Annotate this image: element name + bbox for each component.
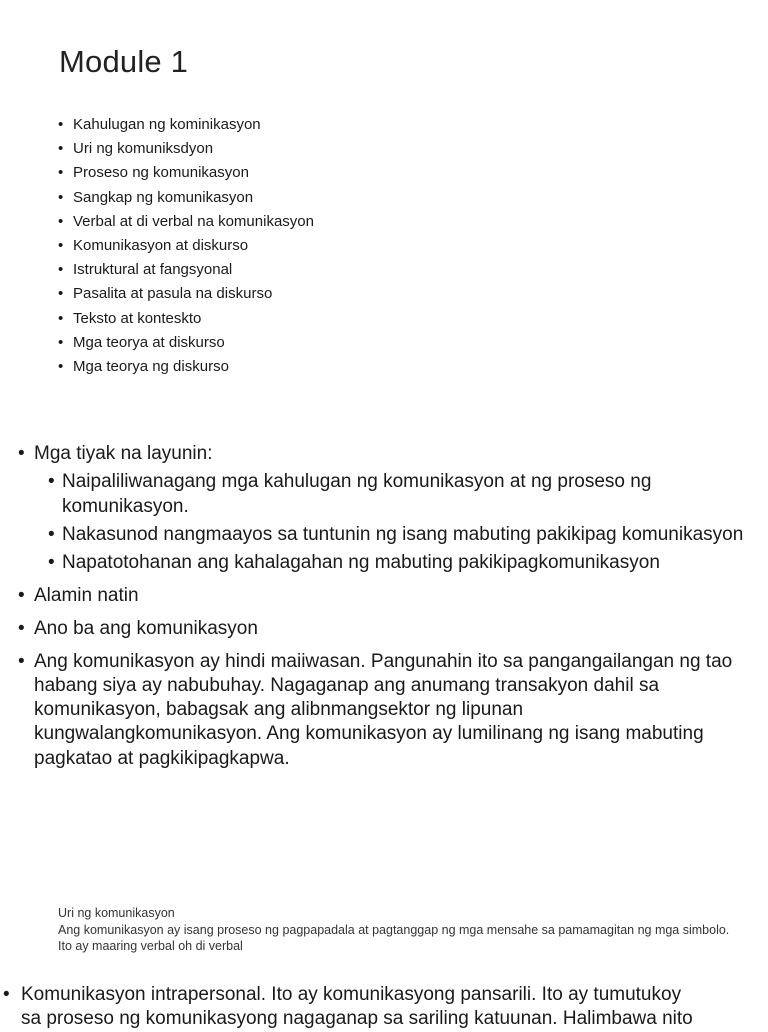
objective-item: • Nakasunod nangmaayos sa tuntunin ng isang mabuting pakikipag komunikasyon xyxy=(34,523,760,547)
objectives-section xyxy=(18,442,760,780)
topic-item: • Sangkap ng komunikasyon xyxy=(56,186,516,210)
question-heading: • Ano ba ang komunikasyon xyxy=(18,617,760,641)
bottom-section xyxy=(3,983,768,1032)
note-body: Ang komunikasyon ay isang proseso ng pagpapadala at pagtanggap ng mga mensahe sa pamamagitan ng mga simbolo. Ito ay maaring verbal oh di verbal xyxy=(58,922,730,953)
topic-item: • Istruktural at fangsyonal xyxy=(56,258,516,282)
topic-item: • Proseso ng komunikasyon xyxy=(56,161,516,185)
topic-item: • Mga teorya at diskurso xyxy=(56,331,516,355)
note-box xyxy=(58,905,738,955)
topic-item: • Pasalita at pasula na diskurso xyxy=(56,282,516,306)
topic-item: • Verbal at di verbal na komunikasyon xyxy=(56,210,516,234)
topic-item: • Uri ng komuniksdyon xyxy=(56,137,516,161)
topic-item: • Teksto at konteskto xyxy=(56,307,516,331)
topic-item: • Komunikasyon at diskurso xyxy=(56,234,516,258)
objectives-item xyxy=(18,442,760,575)
note-heading: Uri ng komunikasyon xyxy=(58,906,175,920)
objective-item: • Napatotohanan ang kahalagahan ng mabuting pakikipagkomunikasyon xyxy=(34,551,760,575)
objective-item: • Naipaliliwanagang mga kahulugan ng komunikasyon at ng proseso ng komunikasyon. xyxy=(34,470,760,519)
bottom-line-continued: sa proseso ng komunikasyong nagaganap sa sariling katuunan. Halimbawa nito xyxy=(21,1008,693,1030)
objectives-list xyxy=(34,470,760,575)
topic-item: • Kahulugan ng kominikasyon xyxy=(56,113,516,137)
bottom-line: • Komunikasyon intrapersonal. Ito ay komunikasyong pansarili. Ito ay tumutukoy xyxy=(3,983,768,1007)
topic-list xyxy=(56,113,516,379)
intro-paragraph: • Ang komunikasyon ay hindi maiiwasan. Pangunahin ito sa pangangailangan ng tao habang siya ay nabubuhay. Nagaganap ang anumang transakyon dahil sa komunikasyon, babagsak ang alibnmangsektor ng lipunan kungwalangkomunikasyon. Ang komunikasyon ay lumilinang ng isang mabuting pagkatao at pagkikipagkapwa. xyxy=(18,650,760,771)
topic-item: • Mga teorya ng diskurso xyxy=(56,355,516,379)
page-title: Module 1 xyxy=(59,44,189,79)
alamin-heading: • Alamin natin xyxy=(18,584,760,608)
objectives-heading: Mga tiyak na layunin: xyxy=(34,443,213,464)
